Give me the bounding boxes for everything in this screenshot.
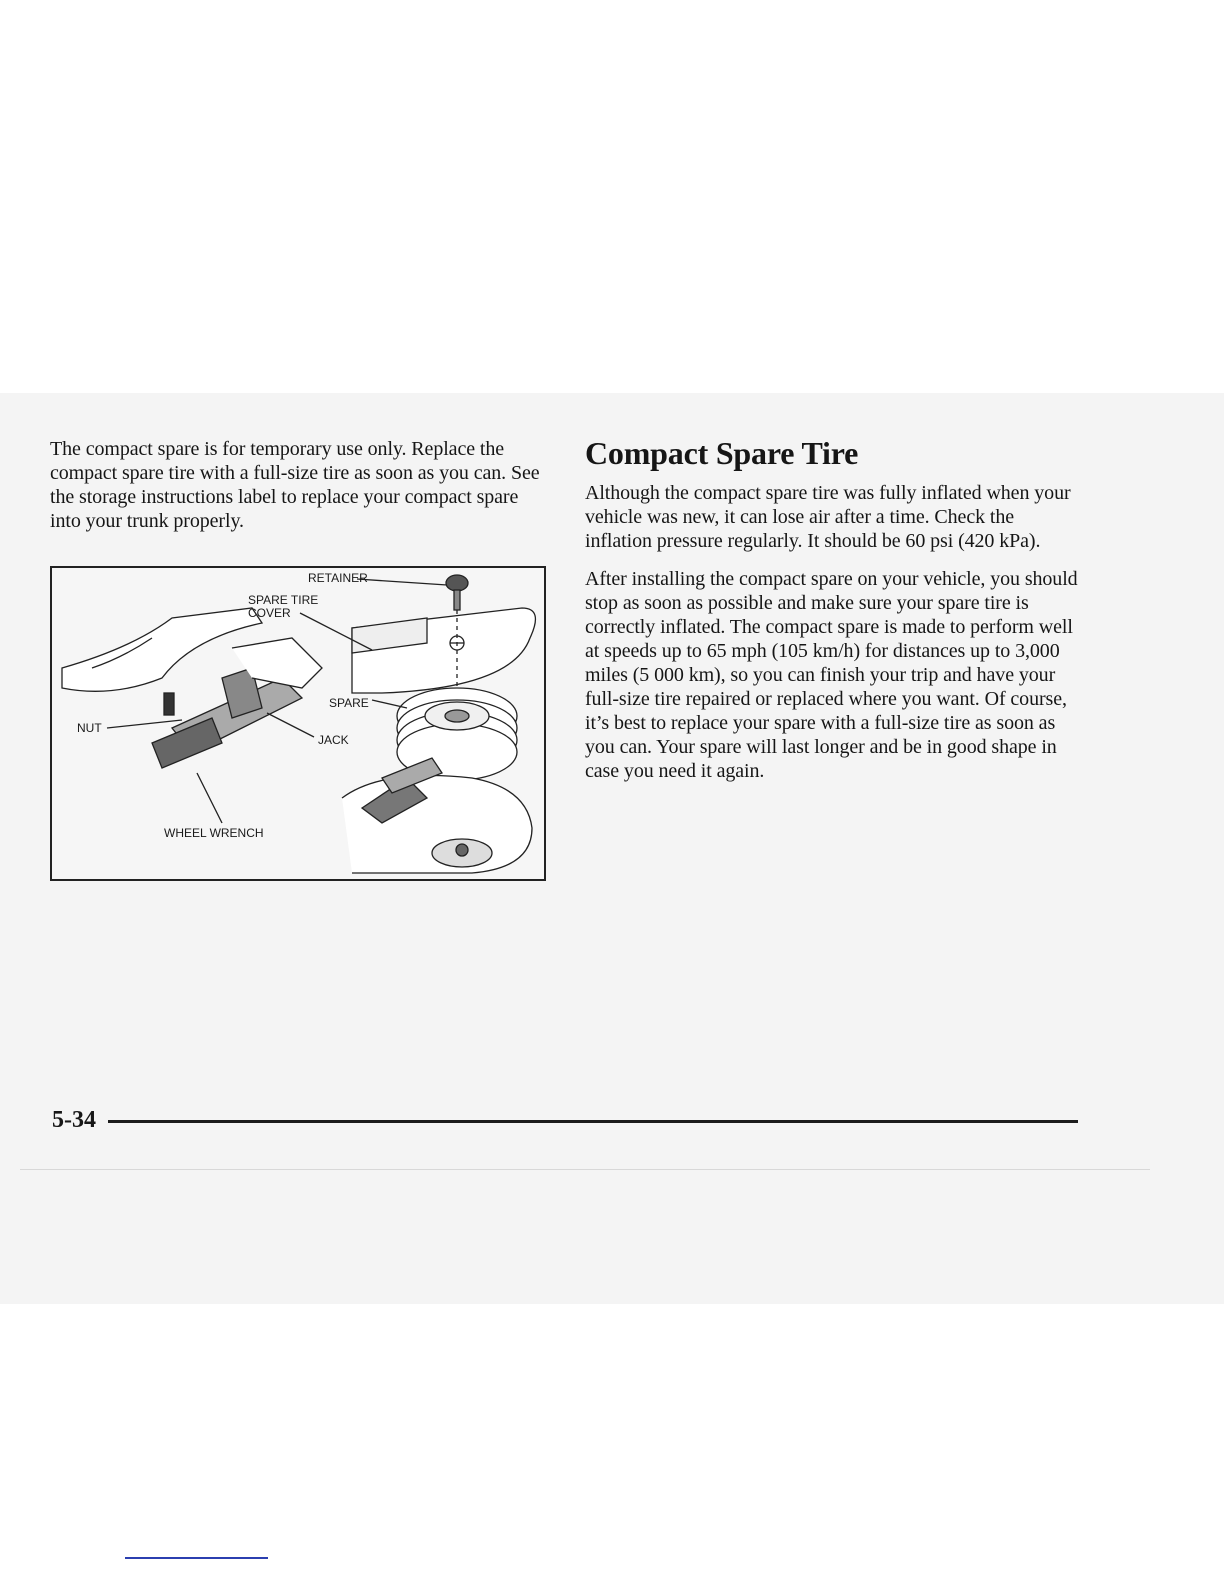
label-nut: NUT <box>77 721 102 735</box>
usage-paragraph: After installing the compact spare on your vehicle, you should stop as soon as possible and make sure your spare tire is correctly inflated. The compact spare is made to perform well at speeds up to 65 mph (105 km/h) for distances up to 3,000 miles (5 000 km), so you can finish your trip and have your full-size tire repaired or replaced where you want. Of course, it’s best to replace your spare with a full-size tire as soon as you can. Your spare will last longer and be in good shape in case you need it again. <box>585 568 1078 782</box>
footer-rule <box>108 1120 1078 1123</box>
page-divider <box>20 1169 1150 1170</box>
inflation-paragraph: Although the compact spare tire was fully inflated when your vehicle was new, it can lose air after a time. Check the inflation pressure regularly. It should be 60 psi (420 kPa). <box>585 482 1071 552</box>
label-spare-tire-cover: SPARE TIRE COVER <box>248 593 319 620</box>
left-column <box>50 437 550 533</box>
label-jack: JACK <box>318 733 349 747</box>
label-wheel-wrench: WHEEL WRENCH <box>164 826 264 840</box>
bottom-link-underline[interactable] <box>125 1557 268 1559</box>
spare-tire-illustration <box>50 566 546 881</box>
page-number: 5-34 <box>52 1107 96 1133</box>
right-column <box>585 433 1085 797</box>
section-heading: Compact Spare Tire <box>585 435 859 471</box>
label-retainer: RETAINER <box>308 571 368 585</box>
label-spare: SPARE <box>329 696 369 710</box>
intro-paragraph: The compact spare is for temporary use only. Replace the compact spare tire with a full-size tire as soon as you can. See the storage instructions label to replace your compact spare into your trunk properly. <box>50 438 540 532</box>
